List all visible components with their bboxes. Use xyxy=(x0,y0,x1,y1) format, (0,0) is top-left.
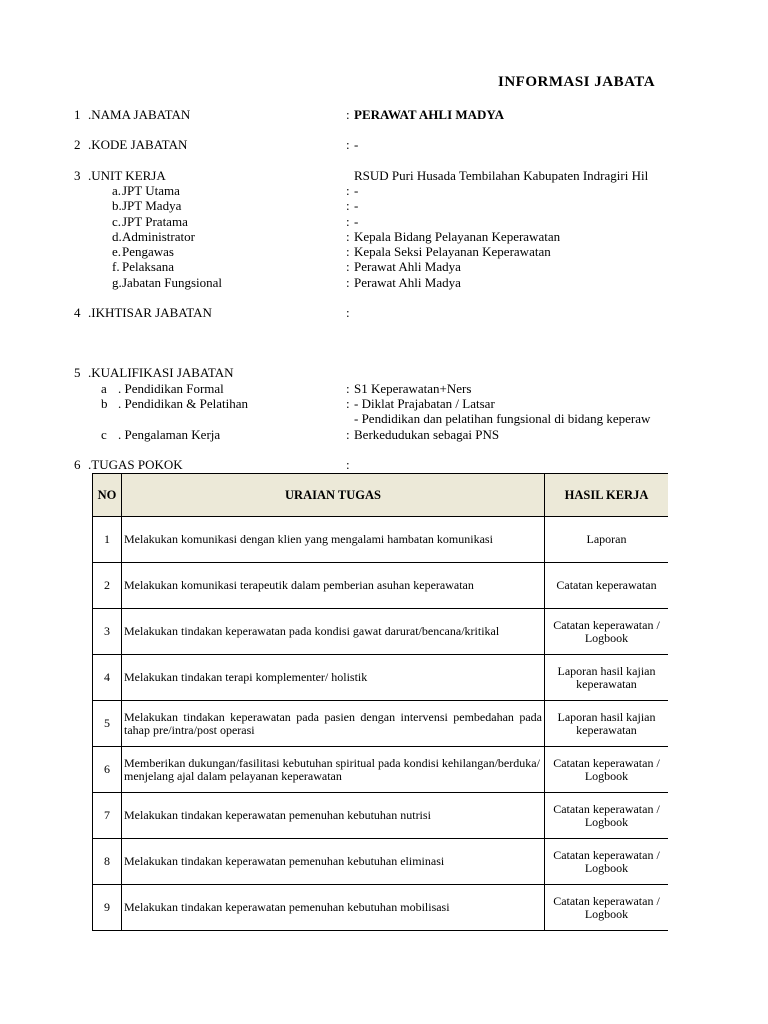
cell-uraian-tugas: Melakukan komunikasi terapeutik dalam pemberian asuhan keperawatan xyxy=(122,563,545,609)
item-label: . Pendidikan & Pelatihan xyxy=(118,396,248,411)
cell-uraian-tugas: Melakukan tindakan keperawatan pemenuhan kebutuhan mobilisasi xyxy=(122,885,545,931)
table-row xyxy=(93,563,669,609)
field-number: 3 xyxy=(74,168,81,183)
table-row xyxy=(93,655,669,701)
cell-no: 1 xyxy=(93,517,122,563)
cell-uraian-tugas: Memberikan dukungan/fasilitasi kebutuhan spiritual pada kondisi kehilangan/berduka/ menjelang ajal dalam pelayanan keperawatan xyxy=(122,747,545,793)
cell-uraian-tugas: Melakukan tindakan keperawatan pemenuhan kebutuhan nutrisi xyxy=(122,793,545,839)
cell-hasil-kerja: Catatan keperawatan / Logbook xyxy=(545,609,669,655)
item-value: Perawat Ahli Madya xyxy=(354,275,461,290)
colon: : xyxy=(346,457,350,472)
item-label: . Pendidikan Formal xyxy=(118,381,224,396)
cell-no: 7 xyxy=(93,793,122,839)
table-row xyxy=(93,885,669,931)
cell-hasil-kerja: Catatan keperawatan xyxy=(545,563,669,609)
header-uraian-tugas: URAIAN TUGAS xyxy=(122,474,545,517)
item-key: d. xyxy=(112,229,122,244)
item-label: . Pengalaman Kerja xyxy=(118,427,221,442)
colon: : xyxy=(346,381,350,396)
cell-no: 2 xyxy=(93,563,122,609)
cell-no: 5 xyxy=(93,701,122,747)
field-label: .KUALIFIKASI JABATAN xyxy=(88,365,234,380)
item-key: b. xyxy=(112,198,122,213)
field-value: PERAWAT AHLI MADYA xyxy=(354,107,505,122)
item-key: c. xyxy=(112,214,122,229)
item-value: Berkedudukan sebagai PNS xyxy=(354,427,500,442)
cell-hasil-kerja: Catatan keperawatan / Logbook xyxy=(545,793,669,839)
item-value: - Pendidikan dan pelatihan fungsional di bidang keperaw xyxy=(354,411,651,426)
header-no: NO xyxy=(93,474,122,517)
cell-no: 3 xyxy=(93,609,122,655)
colon: : xyxy=(346,275,350,290)
cell-hasil-kerja: Laporan hasil kajian keperawatan xyxy=(545,701,669,747)
item-key: g. xyxy=(112,275,122,290)
item-label: JPT Madya xyxy=(122,198,182,213)
item-key: a. xyxy=(112,183,122,198)
item-value: - xyxy=(354,183,359,198)
field-label: .UNIT KERJA xyxy=(88,168,166,183)
colon: : xyxy=(346,198,350,213)
header-hasil-kerja: HASIL KERJA xyxy=(545,474,669,517)
item-value: Kepala Seksi Pelayanan Keperawatan xyxy=(354,244,551,259)
colon: : xyxy=(346,214,350,229)
table-row xyxy=(93,609,669,655)
item-key: c xyxy=(101,427,107,442)
field-label: .IKHTISAR JABATAN xyxy=(88,305,212,320)
cell-uraian-tugas: Melakukan komunikasi dengan klien yang mengalami hambatan komunikasi xyxy=(122,517,545,563)
document-title: INFORMASI JABATA xyxy=(498,74,656,90)
colon: : xyxy=(346,107,350,122)
colon: : xyxy=(346,229,350,244)
colon: : xyxy=(346,396,350,411)
cell-hasil-kerja: Catatan keperawatan / Logbook xyxy=(545,747,669,793)
cell-no: 9 xyxy=(93,885,122,931)
cell-uraian-tugas: Melakukan tindakan keperawatan pada kondisi gawat darurat/bencana/kritikal xyxy=(122,609,545,655)
cell-no: 8 xyxy=(93,839,122,885)
cell-hasil-kerja: Laporan hasil kajian keperawatan xyxy=(545,655,669,701)
tugas-pokok-table xyxy=(92,473,668,931)
cell-uraian-tugas: Melakukan tindakan keperawatan pemenuhan kebutuhan eliminasi xyxy=(122,839,545,885)
table-row xyxy=(93,839,669,885)
item-label: Administrator xyxy=(122,229,195,244)
cell-hasil-kerja: Catatan keperawatan / Logbook xyxy=(545,839,669,885)
colon: : xyxy=(346,305,350,320)
cell-no: 6 xyxy=(93,747,122,793)
item-label: JPT Utama xyxy=(122,183,180,198)
field-value: RSUD Puri Husada Tembilahan Kabupaten Indragiri Hil xyxy=(354,168,649,183)
field-number: 6 xyxy=(74,457,81,472)
cell-uraian-tugas: Melakukan tindakan keperawatan pada pasien dengan intervensi pembedahan pada tahap pre/intra/post operasi xyxy=(122,701,545,747)
field-number: 2 xyxy=(74,137,81,152)
cell-hasil-kerja: Laporan xyxy=(545,517,669,563)
item-value: - Diklat Prajabatan / Latsar xyxy=(354,396,495,411)
colon: : xyxy=(346,137,350,152)
item-label: Pengawas xyxy=(122,244,174,259)
table-row xyxy=(93,793,669,839)
table-header-row xyxy=(93,474,669,517)
item-value: - xyxy=(354,198,359,213)
item-value: Perawat Ahli Madya xyxy=(354,259,461,274)
colon: : xyxy=(346,244,350,259)
item-value: Kepala Bidang Pelayanan Keperawatan xyxy=(354,229,561,244)
cell-uraian-tugas: Melakukan tindakan terapi komplementer/ holistik xyxy=(122,655,545,701)
item-label: Pelaksana xyxy=(122,259,174,274)
item-value: S1 Keperawatan+Ners xyxy=(354,381,472,396)
item-key: a xyxy=(101,381,107,396)
colon: : xyxy=(346,259,350,274)
field-value: - xyxy=(354,137,359,152)
field-number: 4 xyxy=(74,305,81,320)
table-row xyxy=(93,747,669,793)
item-value: - xyxy=(354,214,359,229)
item-label: Jabatan Fungsional xyxy=(122,275,223,290)
field-label: .KODE JABATAN xyxy=(88,137,188,152)
colon: : xyxy=(346,427,350,442)
item-key: b xyxy=(101,396,108,411)
table-row xyxy=(93,701,669,747)
item-key: f. xyxy=(112,259,120,274)
cell-no: 4 xyxy=(93,655,122,701)
field-label: .TUGAS POKOK xyxy=(88,457,183,472)
field-label: .NAMA JABATAN xyxy=(88,107,191,122)
item-key: e. xyxy=(112,244,122,259)
table-row xyxy=(93,517,669,563)
colon: : xyxy=(346,183,350,198)
field-number: 1 xyxy=(74,107,81,122)
cell-hasil-kerja: Catatan keperawatan / Logbook xyxy=(545,885,669,931)
field-number: 5 xyxy=(74,365,81,380)
item-label: JPT Pratama xyxy=(122,214,188,229)
